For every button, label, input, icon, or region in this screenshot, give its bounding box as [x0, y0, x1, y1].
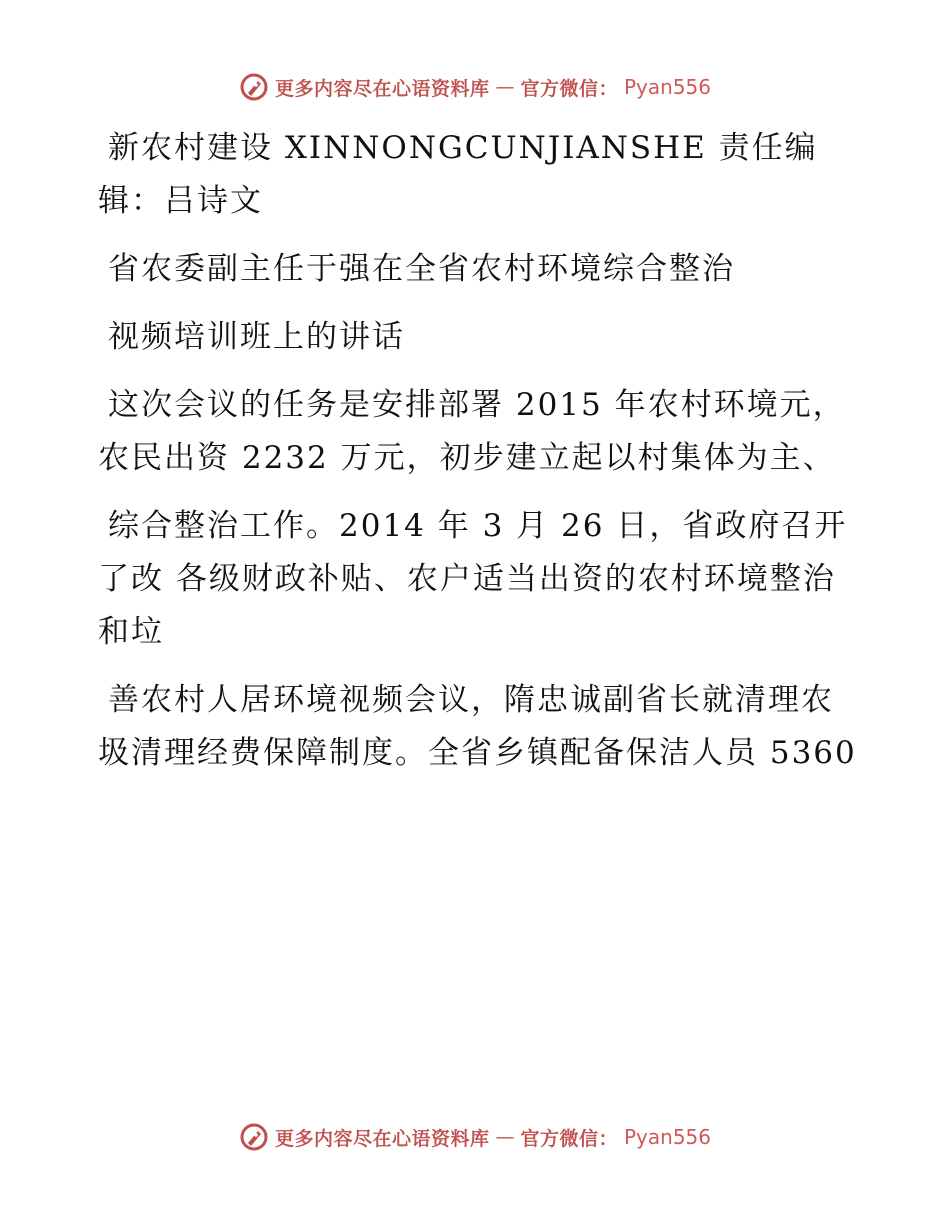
watermark-wechat-id: Pyan556: [624, 75, 712, 99]
header-watermark: [0, 72, 950, 102]
pen-nib-logo-icon: [239, 1122, 269, 1152]
paragraph-title-line-2: 视频培训班上的讲话: [108, 319, 405, 355]
watermark-main-text: 更多内容尽在心语资料库: [274, 1127, 490, 1150]
watermark-wechat-id: Pyan556: [624, 1125, 712, 1149]
paragraph-title-line-1: 省农委副主任于强在全省农村环境综合整治: [108, 251, 735, 287]
watermark-wechat-label: 官方微信：: [520, 77, 618, 100]
document-body: [98, 122, 858, 795]
watermark-wechat-label: 官方微信：: [520, 1127, 618, 1150]
pen-nib-logo-icon: [239, 72, 269, 102]
paragraph-body-3: 善农村人居环境视频会议，隋忠诚副省长就清理农 圾清理经费保障制度。全省乡镇配备保洁人员 5360: [98, 682, 857, 771]
watermark-main-text: 更多内容尽在心语资料库: [274, 77, 490, 100]
footer-watermark: [0, 1122, 950, 1152]
paragraph-header-line: 新农村建设 XINNONGCUNJIANSHE 责任编辑：吕诗文: [98, 130, 818, 219]
paragraph-body-2: 综合整治工作。2014 年 3 月 26 日，省政府召开了改 各级财政补贴、农户适当出资的农村环境整治和垃: [98, 508, 848, 650]
paragraph-body-1: 这次会议的任务是安排部署 2015 年农村环境元，农民出资 2232 万元，初步建立起以村集体为主、: [98, 387, 846, 476]
watermark-separator: —: [495, 1126, 515, 1148]
watermark-separator: —: [495, 76, 515, 98]
